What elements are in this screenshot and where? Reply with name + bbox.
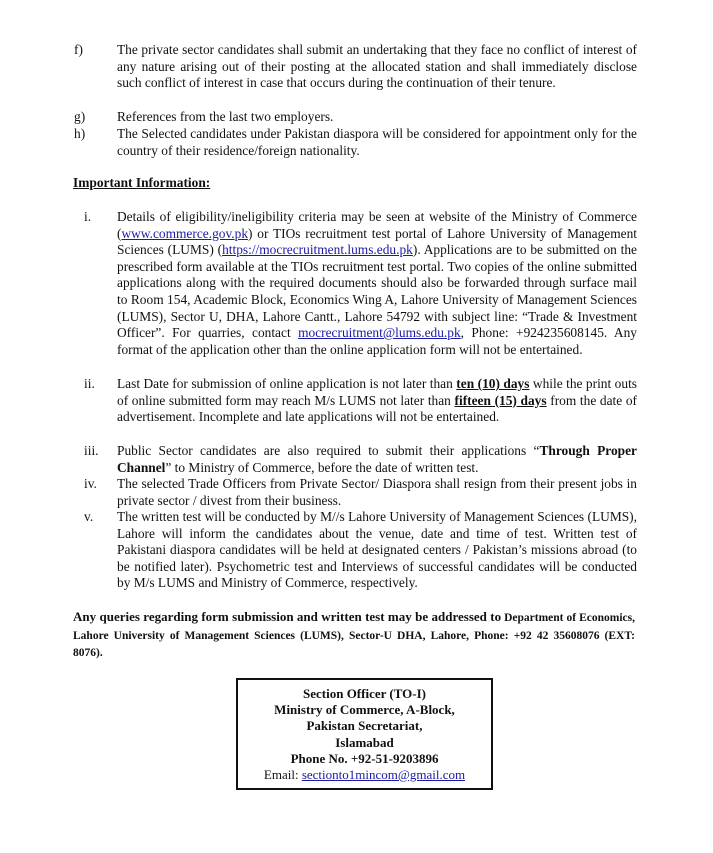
contact-email-link[interactable]: mocrecruitment@lums.edu.pk — [298, 325, 461, 341]
text-run: ” to Ministry of Commerce, before the date of written test. — [165, 459, 479, 475]
list-marker: g) — [74, 109, 86, 124]
email-label: Email: — [263, 767, 302, 783]
list-marker: iv. — [84, 476, 97, 491]
contact-ministry: Ministry of Commerce, A-Block, — [274, 702, 455, 718]
text-run: Details of eligibility/ineligibility criteria may be seen at website of the Ministry of Commerce ( — [117, 209, 637, 241]
contact-city: Islamabad — [335, 734, 394, 750]
contact-box — [236, 678, 493, 790]
bold-emphasis: Through Proper Channel — [117, 443, 638, 475]
info-item-iii — [74, 443, 637, 476]
queries-lead: Any queries regarding form submission and written test may be addressed to — [73, 609, 502, 624]
text-run: from the date of advertisement. Incomplete and late applications will not be entertained. — [117, 392, 637, 425]
list-item-text: The private sector candidates shall submit an undertaking that they face no conflict of interest of any nature arising out of their posting at the allocated station and shall immediately disclose such conflict of interest in case that occurs during the continuation of their tenure. — [117, 42, 637, 91]
contact-phone: Phone No. +92-51-9203896 — [290, 750, 439, 766]
list-marker: h) — [74, 126, 86, 141]
deadline-emphasis: fifteen (15) days — [454, 392, 547, 408]
info-item-v — [74, 509, 637, 592]
info-item-ii — [74, 376, 637, 426]
info-item-text: The selected Trade Officers from Private Sector/ Diaspora shall resign from their present jobs in private sector / divest from their business. — [117, 476, 637, 508]
list-item-g — [74, 109, 637, 126]
info-item-text — [117, 376, 637, 426]
list-item-h — [74, 126, 637, 159]
list-marker: i. — [84, 209, 92, 224]
list-item-f — [74, 42, 637, 92]
section-email-link[interactable]: sectionto1mincom@gmail.com — [301, 767, 466, 783]
text-run: Public Sector candidates are also required to submit their applications “ — [117, 443, 540, 458]
text-run: while the print outs of online submitted form may reach M/s LUMS not later than — [117, 376, 638, 408]
text-run: , Phone: +924235608145. Any format of the application other than the online application form will not be entertained. — [117, 325, 637, 357]
contact-email-row — [238, 767, 491, 783]
deadline-emphasis: ten (10) days — [456, 376, 530, 391]
info-item-text — [117, 209, 637, 358]
list-item-text: The Selected candidates under Pakistan diaspora will be considered for appointment only for the country of their residence/foreign nationality. — [117, 126, 637, 158]
queries-paragraph — [73, 609, 635, 662]
list-marker: iii. — [84, 443, 99, 458]
text-run: ). Applications are to be submitted on the prescribed form available at the TIOs recruitment test portal. Two copies of the online submitted applications along with the required documents should also be forwarded through surface mail to Room 154, Academic Block, Economics Wing A, Lahore University of Management Sciences (LUMS), Sector U, DHA, Lahore Cantt., Lahore 54792 with subject line: “Trade & Investment Officer”. For quarries, contact — [117, 242, 638, 341]
queries-address: Department of Economics, Lahore University of Management Sciences (LUMS), Sector-U DHA, Lahore, Phone: +92 42 35608076 (EXT: 8076). — [73, 612, 635, 660]
commerce-website-link[interactable]: www.commerce.gov.pk — [121, 225, 249, 241]
list-item-text: References from the last two employers. — [117, 109, 334, 124]
lums-portal-link[interactable]: https://mocrecruitment.lums.edu.pk — [222, 242, 413, 258]
info-item-text — [117, 443, 637, 476]
info-item-i — [74, 209, 637, 358]
contact-title: Section Officer (TO-I) — [303, 686, 426, 701]
text-run: ) or TIOs recruitment test portal of Lahore University of Management Sciences (LUMS) ( — [117, 225, 637, 258]
list-marker: v. — [84, 509, 94, 524]
section-heading: Important Information: — [73, 175, 211, 190]
text-run: Last Date for submission of online application is not later than — [117, 376, 457, 391]
list-marker: ii. — [84, 376, 95, 391]
info-item-iv — [74, 476, 637, 509]
contact-secretariat: Pakistan Secretariat, — [306, 718, 423, 734]
list-marker: f) — [74, 42, 83, 57]
info-item-text: The written test will be conducted by M//s Lahore University of Management Sciences (LUMS), Lahore will inform the candidates about the venue, date and time of test. Written test of Pakistani diaspora candidates will be held at designated centers / Pakistan’s missions abroad (to be notified later). Psychometric test and Interviews of successful candidates will be conducted by M/s LUMS and Ministry of Commerce, respectively. — [117, 509, 637, 591]
